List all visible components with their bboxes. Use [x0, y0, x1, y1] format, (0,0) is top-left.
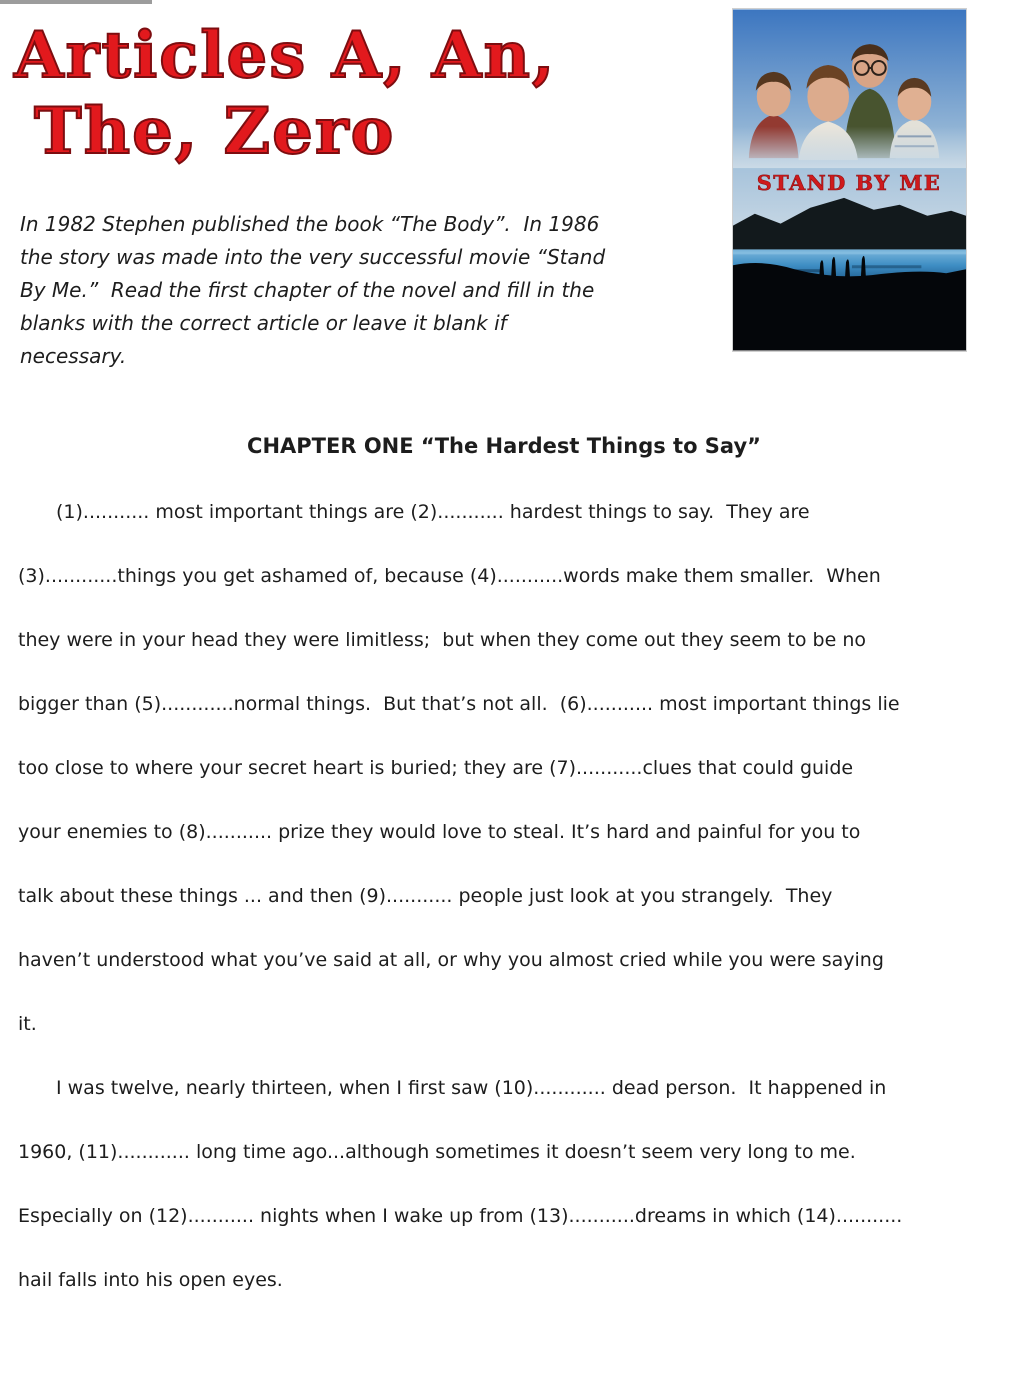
exercise-line: Especially on (12)........... nights when I wake up from (13)...........dreams in which (14)........... — [18, 1205, 903, 1227]
page-title-line-1: Articles A, An, — [14, 18, 557, 93]
exercise-line: too close to where your secret heart is buried; they are (7)...........clues that could guide — [18, 757, 854, 779]
exercise-line: hail falls into his open eyes. — [18, 1269, 283, 1291]
exercise-line: talk about these things ... and then (9)........... people just look at you strangely. They — [18, 885, 833, 907]
intro-line: the story was made into the very successful movie “Stand — [20, 245, 606, 269]
intro-line: blanks with the correct article or leave it blank if — [20, 311, 507, 335]
intro-line: necessary. — [20, 344, 127, 368]
intro-line: In 1982 Stephen published the book “The Body”. In 1986 — [20, 212, 600, 236]
exercise-line: haven’t understood what you’ve said at all, or why you almost cried while you were saying — [18, 949, 884, 971]
exercise-line: (1)........... most important things are (2)........... hardest things to say. They are — [56, 501, 810, 523]
exercise-text — [18, 480, 1008, 1312]
exercise-line: they were in your head they were limitless; but when they come out they seem to be no — [18, 629, 867, 651]
exercise-line: your enemies to (8)........... prize they would love to steal. It’s hard and painful for you to — [18, 821, 861, 843]
exercise-line: I was twelve, nearly thirteen, when I first saw (10)............ dead person. It happened in — [56, 1077, 887, 1099]
intro-paragraph — [20, 208, 700, 373]
page-title — [14, 18, 556, 170]
exercise-line: (3)............things you get ashamed of, because (4)...........words make them smaller. When — [18, 565, 881, 587]
movie-poster — [732, 8, 967, 352]
poster-title-text: STAND BY ME — [756, 169, 942, 195]
scan-artifact-bar — [0, 0, 152, 4]
intro-line: By Me.” Read the first chapter of the novel and fill in the — [20, 278, 595, 302]
exercise-line: it. — [18, 1013, 37, 1035]
chapter-heading: CHAPTER ONE “The Hardest Things to Say” — [247, 434, 761, 458]
page-title-line-2: The, Zero — [34, 94, 396, 169]
exercise-line: bigger than (5)............normal things. But that’s not all. (6)........... most important things lie — [18, 693, 900, 715]
exercise-line: 1960, (11)............ long time ago...although sometimes it doesn’t seem very long to me. — [18, 1141, 856, 1163]
